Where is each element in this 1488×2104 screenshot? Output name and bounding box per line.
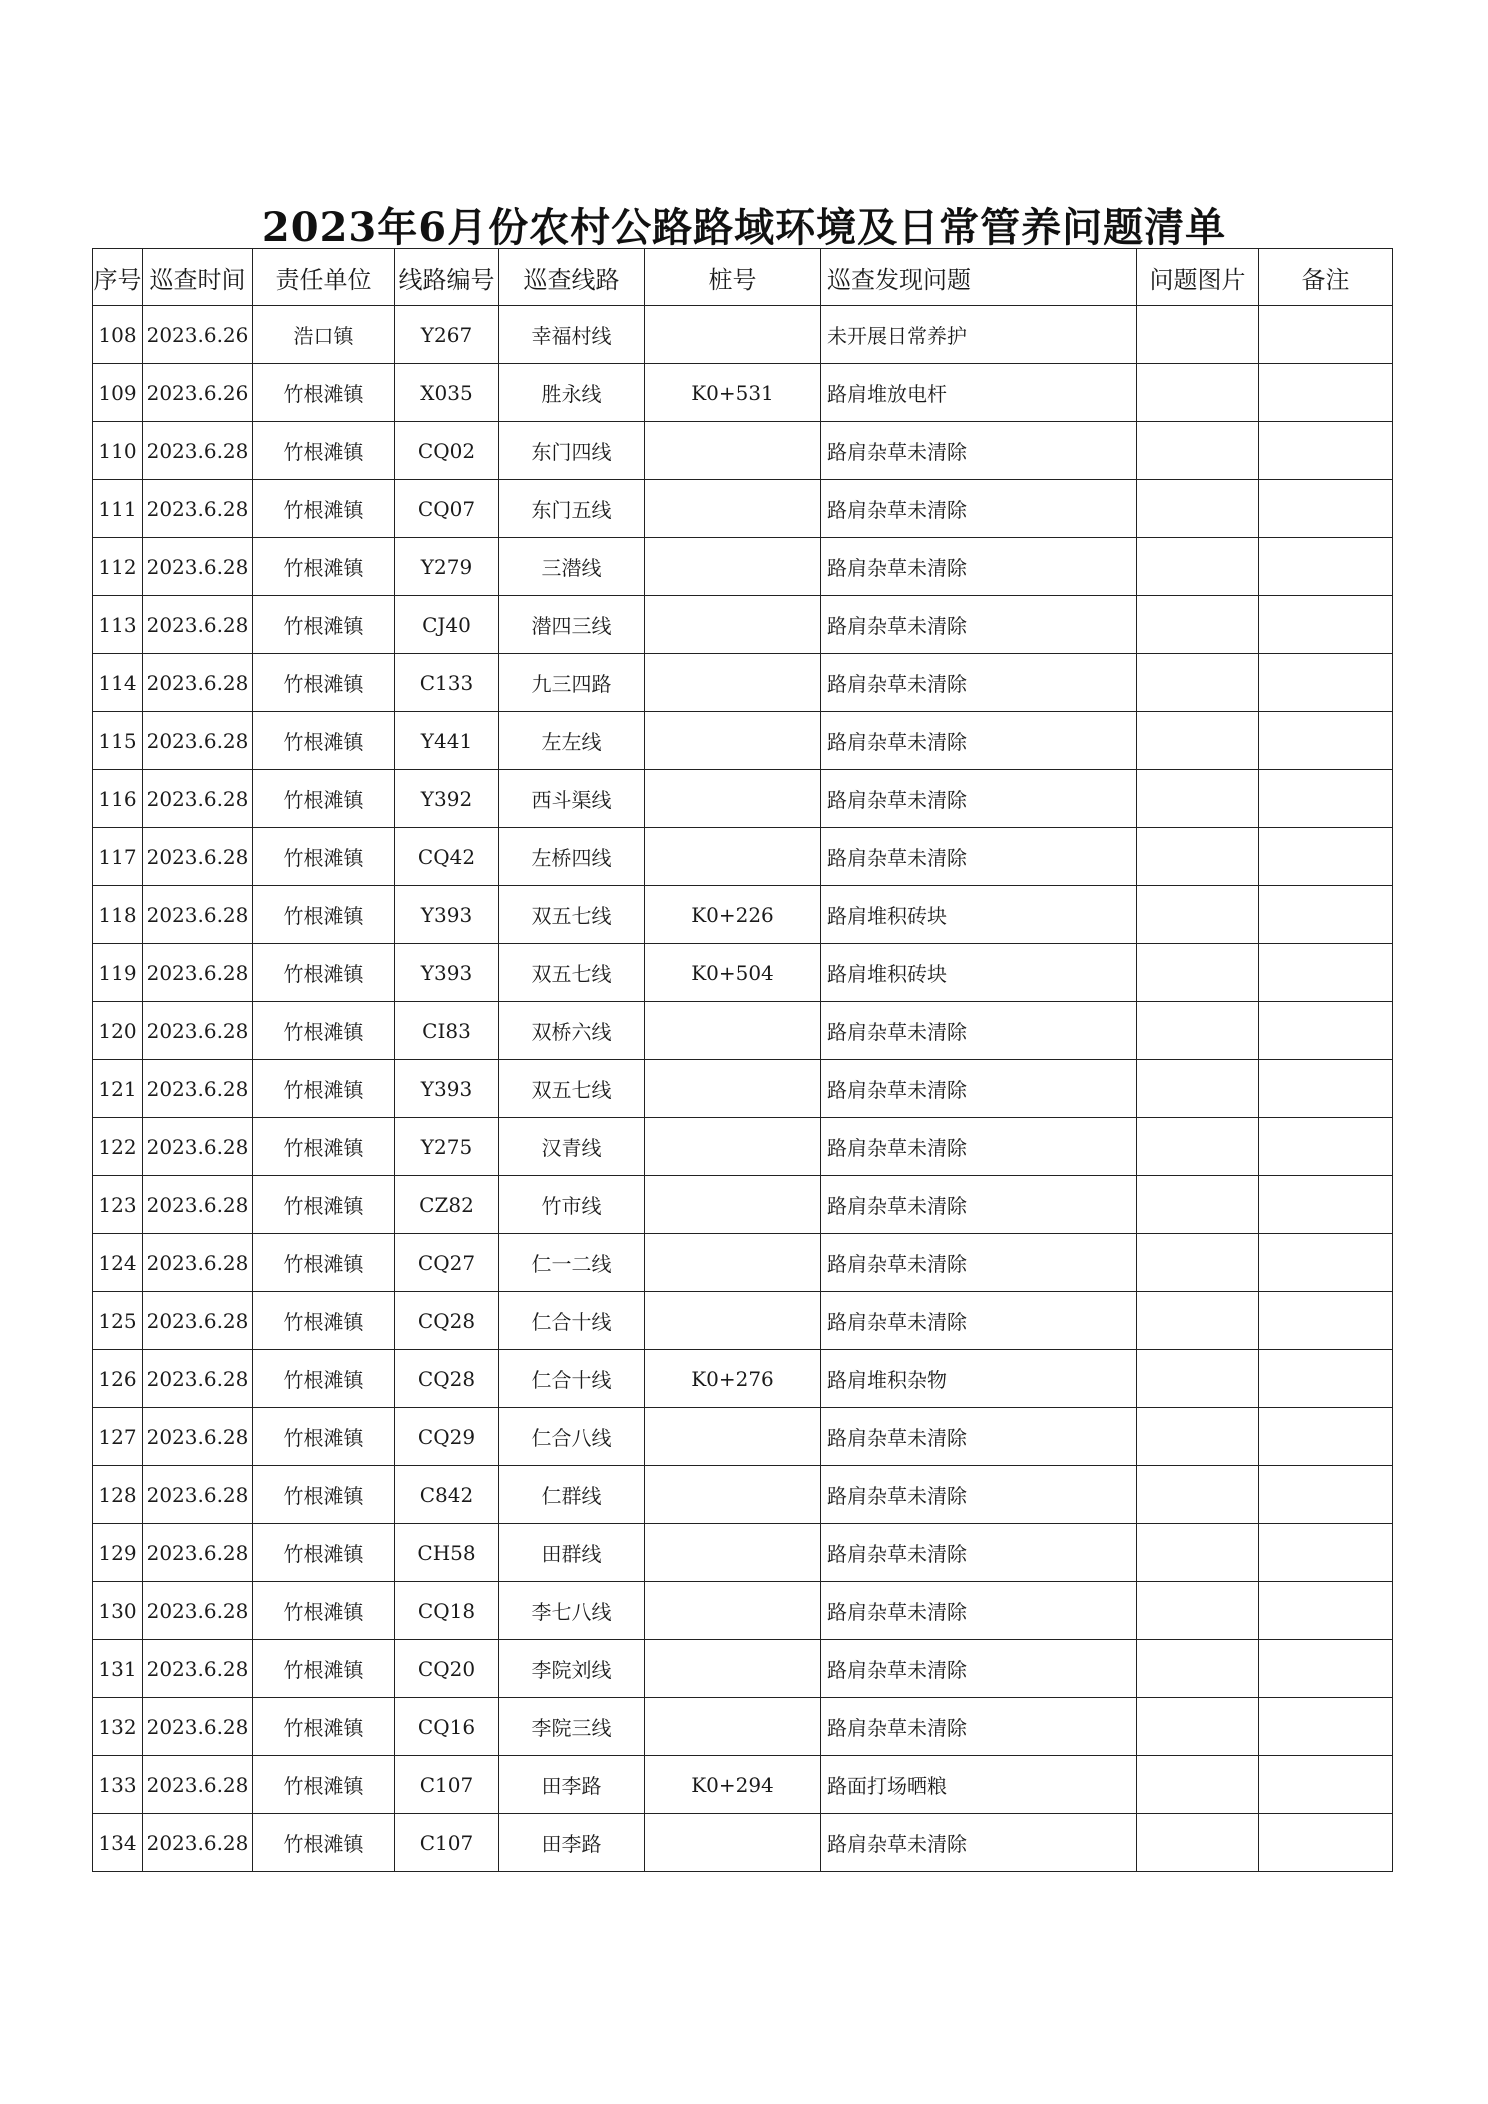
cell-stake: K0+504 <box>645 944 821 1002</box>
cell-route: 东门四线 <box>499 422 645 480</box>
cell-unit: 竹根滩镇 <box>253 1176 395 1234</box>
cell-stake <box>645 538 821 596</box>
cell-issue: 路肩杂草未清除 <box>821 1118 1137 1176</box>
cell-photo <box>1137 1814 1259 1872</box>
cell-unit: 竹根滩镇 <box>253 1582 395 1640</box>
cell-route-code: C107 <box>395 1814 499 1872</box>
cell-stake <box>645 1466 821 1524</box>
cell-note <box>1259 1060 1393 1118</box>
cell-date: 2023.6.28 <box>143 654 253 712</box>
cell-route: 仁群线 <box>499 1466 645 1524</box>
cell-stake <box>645 828 821 886</box>
cell-unit: 竹根滩镇 <box>253 1234 395 1292</box>
cell-route-code: CZ82 <box>395 1176 499 1234</box>
cell-unit: 竹根滩镇 <box>253 770 395 828</box>
cell-date: 2023.6.28 <box>143 1234 253 1292</box>
cell-note <box>1259 480 1393 538</box>
cell-route: 东门五线 <box>499 480 645 538</box>
cell-no: 132 <box>93 1698 143 1756</box>
cell-route-code: Y441 <box>395 712 499 770</box>
cell-note <box>1259 1698 1393 1756</box>
cell-no: 117 <box>93 828 143 886</box>
cell-no: 126 <box>93 1350 143 1408</box>
cell-photo <box>1137 828 1259 886</box>
cell-note <box>1259 596 1393 654</box>
cell-issue: 路肩杂草未清除 <box>821 712 1137 770</box>
cell-stake <box>645 1176 821 1234</box>
cell-no: 129 <box>93 1524 143 1582</box>
cell-date: 2023.6.28 <box>143 1408 253 1466</box>
cell-note <box>1259 828 1393 886</box>
cell-note <box>1259 1002 1393 1060</box>
table-row <box>93 1234 1393 1292</box>
cell-stake <box>645 654 821 712</box>
table-row <box>93 1408 1393 1466</box>
cell-note <box>1259 1756 1393 1814</box>
cell-no: 120 <box>93 1002 143 1060</box>
cell-route: 双五七线 <box>499 944 645 1002</box>
cell-unit: 竹根滩镇 <box>253 480 395 538</box>
cell-unit: 竹根滩镇 <box>253 1350 395 1408</box>
cell-stake: K0+531 <box>645 364 821 422</box>
cell-stake: K0+276 <box>645 1350 821 1408</box>
cell-route-code: CQ29 <box>395 1408 499 1466</box>
cell-photo <box>1137 944 1259 1002</box>
cell-stake <box>645 1234 821 1292</box>
cell-stake: K0+294 <box>645 1756 821 1814</box>
cell-unit: 竹根滩镇 <box>253 712 395 770</box>
cell-no: 125 <box>93 1292 143 1350</box>
cell-date: 2023.6.28 <box>143 1756 253 1814</box>
cell-route-code: CQ18 <box>395 1582 499 1640</box>
cell-route: 田群线 <box>499 1524 645 1582</box>
cell-unit: 竹根滩镇 <box>253 596 395 654</box>
table-row <box>93 1292 1393 1350</box>
cell-note <box>1259 1524 1393 1582</box>
cell-unit: 竹根滩镇 <box>253 1118 395 1176</box>
cell-route-code: Y393 <box>395 944 499 1002</box>
cell-date: 2023.6.28 <box>143 1176 253 1234</box>
cell-route-code: CQ27 <box>395 1234 499 1292</box>
cell-no: 108 <box>93 306 143 364</box>
header-code: 线路编号 <box>395 249 499 306</box>
header-date: 巡查时间 <box>143 249 253 306</box>
cell-date: 2023.6.28 <box>143 538 253 596</box>
cell-note <box>1259 1292 1393 1350</box>
cell-no: 131 <box>93 1640 143 1698</box>
cell-no: 114 <box>93 654 143 712</box>
cell-issue: 路肩杂草未清除 <box>821 1176 1137 1234</box>
cell-date: 2023.6.28 <box>143 1582 253 1640</box>
cell-photo <box>1137 1060 1259 1118</box>
header-photo: 问题图片 <box>1137 249 1259 306</box>
cell-stake <box>645 1002 821 1060</box>
cell-route-code: Y392 <box>395 770 499 828</box>
cell-note <box>1259 538 1393 596</box>
cell-photo <box>1137 1524 1259 1582</box>
cell-issue: 路肩杂草未清除 <box>821 1524 1137 1582</box>
cell-note <box>1259 1466 1393 1524</box>
cell-issue: 路肩堆积砖块 <box>821 944 1137 1002</box>
cell-no: 134 <box>93 1814 143 1872</box>
header-note: 备注 <box>1259 249 1393 306</box>
cell-photo <box>1137 1176 1259 1234</box>
cell-date: 2023.6.28 <box>143 1640 253 1698</box>
cell-date: 2023.6.28 <box>143 944 253 1002</box>
cell-issue: 路肩杂草未清除 <box>821 480 1137 538</box>
page-title: 2023年6月份农村公路路域环境及日常管养问题清单 <box>261 204 1227 251</box>
table-row <box>93 596 1393 654</box>
cell-note <box>1259 422 1393 480</box>
cell-route-code: CI83 <box>395 1002 499 1060</box>
cell-date: 2023.6.28 <box>143 886 253 944</box>
table-row <box>93 770 1393 828</box>
cell-photo <box>1137 770 1259 828</box>
cell-stake <box>645 596 821 654</box>
cell-stake <box>645 480 821 538</box>
cell-route: 左桥四线 <box>499 828 645 886</box>
cell-note <box>1259 1582 1393 1640</box>
cell-photo <box>1137 538 1259 596</box>
cell-photo <box>1137 1292 1259 1350</box>
cell-route: 西斗渠线 <box>499 770 645 828</box>
cell-no: 112 <box>93 538 143 596</box>
cell-route-code: CJ40 <box>395 596 499 654</box>
cell-unit: 竹根滩镇 <box>253 654 395 712</box>
header-route: 巡查线路 <box>499 249 645 306</box>
cell-photo <box>1137 1350 1259 1408</box>
cell-date: 2023.6.28 <box>143 422 253 480</box>
cell-issue: 路肩杂草未清除 <box>821 1060 1137 1118</box>
cell-date: 2023.6.28 <box>143 1060 253 1118</box>
cell-route-code: CQ07 <box>395 480 499 538</box>
cell-unit: 竹根滩镇 <box>253 1408 395 1466</box>
cell-route-code: Y393 <box>395 1060 499 1118</box>
cell-issue: 路肩堆放电杆 <box>821 364 1137 422</box>
cell-route: 田李路 <box>499 1814 645 1872</box>
cell-date: 2023.6.28 <box>143 828 253 886</box>
cell-issue: 路肩杂草未清除 <box>821 828 1137 886</box>
cell-route-code: CQ20 <box>395 1640 499 1698</box>
header-issue: 巡查发现问题 <box>821 249 1137 306</box>
table-row <box>93 1524 1393 1582</box>
cell-photo <box>1137 364 1259 422</box>
cell-route: 田李路 <box>499 1756 645 1814</box>
cell-no: 123 <box>93 1176 143 1234</box>
table-body <box>93 306 1393 1872</box>
cell-note <box>1259 1350 1393 1408</box>
cell-issue: 路肩堆积杂物 <box>821 1350 1137 1408</box>
cell-date: 2023.6.28 <box>143 1524 253 1582</box>
cell-no: 118 <box>93 886 143 944</box>
table-row <box>93 1176 1393 1234</box>
cell-stake <box>645 1292 821 1350</box>
cell-issue: 路肩杂草未清除 <box>821 1466 1137 1524</box>
cell-note <box>1259 1118 1393 1176</box>
cell-route-code: CQ02 <box>395 422 499 480</box>
cell-no: 128 <box>93 1466 143 1524</box>
cell-no: 133 <box>93 1756 143 1814</box>
cell-date: 2023.6.28 <box>143 1350 253 1408</box>
cell-date: 2023.6.28 <box>143 1002 253 1060</box>
cell-note <box>1259 654 1393 712</box>
cell-route-code: Y275 <box>395 1118 499 1176</box>
cell-no: 121 <box>93 1060 143 1118</box>
cell-photo <box>1137 1582 1259 1640</box>
cell-no: 110 <box>93 422 143 480</box>
cell-stake <box>645 1118 821 1176</box>
cell-issue: 路肩杂草未清除 <box>821 1234 1137 1292</box>
table-row <box>93 1698 1393 1756</box>
cell-note <box>1259 306 1393 364</box>
cell-photo <box>1137 712 1259 770</box>
cell-route: 汉青线 <box>499 1118 645 1176</box>
table-row <box>93 1466 1393 1524</box>
cell-route: 竹市线 <box>499 1176 645 1234</box>
cell-route: 胜永线 <box>499 364 645 422</box>
cell-route-code: Y267 <box>395 306 499 364</box>
table-row <box>93 886 1393 944</box>
cell-issue: 路肩杂草未清除 <box>821 1408 1137 1466</box>
cell-unit: 竹根滩镇 <box>253 1640 395 1698</box>
cell-unit: 竹根滩镇 <box>253 1002 395 1060</box>
table-row <box>93 538 1393 596</box>
cell-stake <box>645 422 821 480</box>
cell-stake <box>645 1582 821 1640</box>
cell-stake <box>645 306 821 364</box>
table-row <box>93 1640 1393 1698</box>
table-row <box>93 1350 1393 1408</box>
cell-stake <box>645 1060 821 1118</box>
cell-photo <box>1137 1118 1259 1176</box>
cell-route: 双五七线 <box>499 886 645 944</box>
cell-route-code: C107 <box>395 1756 499 1814</box>
cell-photo <box>1137 1640 1259 1698</box>
cell-unit: 竹根滩镇 <box>253 886 395 944</box>
cell-note <box>1259 944 1393 1002</box>
cell-unit: 竹根滩镇 <box>253 1524 395 1582</box>
table-row <box>93 1002 1393 1060</box>
cell-note <box>1259 886 1393 944</box>
cell-date: 2023.6.26 <box>143 306 253 364</box>
table-row <box>93 712 1393 770</box>
cell-photo <box>1137 1234 1259 1292</box>
table-row <box>93 1582 1393 1640</box>
cell-no: 116 <box>93 770 143 828</box>
cell-route: 仁一二线 <box>499 1234 645 1292</box>
table-row <box>93 1060 1393 1118</box>
cell-photo <box>1137 1698 1259 1756</box>
cell-route-code: C133 <box>395 654 499 712</box>
cell-issue: 路肩杂草未清除 <box>821 770 1137 828</box>
cell-issue: 路肩杂草未清除 <box>821 422 1137 480</box>
cell-stake <box>645 770 821 828</box>
cell-route-code: CQ28 <box>395 1292 499 1350</box>
cell-photo <box>1137 480 1259 538</box>
cell-date: 2023.6.28 <box>143 1814 253 1872</box>
cell-route: 潜四三线 <box>499 596 645 654</box>
cell-no: 109 <box>93 364 143 422</box>
cell-route: 幸福村线 <box>499 306 645 364</box>
cell-stake: K0+226 <box>645 886 821 944</box>
cell-no: 113 <box>93 596 143 654</box>
cell-route-code: Y393 <box>395 886 499 944</box>
cell-route: 三潜线 <box>499 538 645 596</box>
cell-date: 2023.6.28 <box>143 1698 253 1756</box>
cell-date: 2023.6.28 <box>143 770 253 828</box>
cell-issue: 路肩杂草未清除 <box>821 1814 1137 1872</box>
cell-issue: 路肩杂草未清除 <box>821 1002 1137 1060</box>
table-row <box>93 1814 1393 1872</box>
table-row <box>93 364 1393 422</box>
cell-unit: 竹根滩镇 <box>253 828 395 886</box>
issue-table <box>92 248 1393 1872</box>
cell-photo <box>1137 306 1259 364</box>
cell-stake <box>645 1698 821 1756</box>
cell-unit: 竹根滩镇 <box>253 364 395 422</box>
cell-stake <box>645 712 821 770</box>
cell-unit: 竹根滩镇 <box>253 944 395 1002</box>
table-row <box>93 1118 1393 1176</box>
cell-unit: 竹根滩镇 <box>253 1060 395 1118</box>
cell-route-code: CH58 <box>395 1524 499 1582</box>
cell-route: 仁合十线 <box>499 1292 645 1350</box>
cell-no: 127 <box>93 1408 143 1466</box>
table-row <box>93 828 1393 886</box>
cell-issue: 未开展日常养护 <box>821 306 1137 364</box>
cell-note <box>1259 1176 1393 1234</box>
cell-no: 122 <box>93 1118 143 1176</box>
table-row <box>93 1756 1393 1814</box>
cell-stake <box>645 1814 821 1872</box>
header-no: 序号 <box>93 249 143 306</box>
cell-photo <box>1137 596 1259 654</box>
cell-route: 双五七线 <box>499 1060 645 1118</box>
cell-unit: 竹根滩镇 <box>253 1698 395 1756</box>
cell-photo <box>1137 1466 1259 1524</box>
cell-route: 双桥六线 <box>499 1002 645 1060</box>
cell-stake <box>645 1524 821 1582</box>
cell-route: 仁合八线 <box>499 1408 645 1466</box>
cell-note <box>1259 1234 1393 1292</box>
table-row <box>93 480 1393 538</box>
cell-route: 左左线 <box>499 712 645 770</box>
cell-issue: 路肩堆积砖块 <box>821 886 1137 944</box>
cell-route: 李七八线 <box>499 1582 645 1640</box>
cell-photo <box>1137 1002 1259 1060</box>
cell-no: 130 <box>93 1582 143 1640</box>
cell-date: 2023.6.28 <box>143 596 253 654</box>
header-stake: 桩号 <box>645 249 821 306</box>
cell-issue: 路肩杂草未清除 <box>821 538 1137 596</box>
cell-route-code: Y279 <box>395 538 499 596</box>
cell-note <box>1259 1640 1393 1698</box>
cell-route: 九三四路 <box>499 654 645 712</box>
table-header-row <box>93 249 1393 306</box>
cell-route-code: CQ42 <box>395 828 499 886</box>
cell-unit: 竹根滩镇 <box>253 1292 395 1350</box>
cell-unit: 竹根滩镇 <box>253 1756 395 1814</box>
cell-photo <box>1137 1756 1259 1814</box>
cell-unit: 竹根滩镇 <box>253 422 395 480</box>
cell-route: 李院三线 <box>499 1698 645 1756</box>
cell-issue: 路肩杂草未清除 <box>821 654 1137 712</box>
cell-date: 2023.6.28 <box>143 480 253 538</box>
cell-no: 124 <box>93 1234 143 1292</box>
table-row <box>93 422 1393 480</box>
cell-no: 115 <box>93 712 143 770</box>
cell-no: 111 <box>93 480 143 538</box>
cell-date: 2023.6.28 <box>143 1466 253 1524</box>
cell-date: 2023.6.26 <box>143 364 253 422</box>
cell-note <box>1259 1408 1393 1466</box>
table-row <box>93 944 1393 1002</box>
cell-route-code: C842 <box>395 1466 499 1524</box>
cell-note <box>1259 770 1393 828</box>
cell-issue: 路肩杂草未清除 <box>821 1698 1137 1756</box>
table-row <box>93 306 1393 364</box>
cell-unit: 竹根滩镇 <box>253 538 395 596</box>
cell-unit: 竹根滩镇 <box>253 1814 395 1872</box>
cell-issue: 路面打场晒粮 <box>821 1756 1137 1814</box>
cell-note <box>1259 364 1393 422</box>
cell-route: 李院刘线 <box>499 1640 645 1698</box>
cell-stake <box>645 1640 821 1698</box>
cell-issue: 路肩杂草未清除 <box>821 1292 1137 1350</box>
cell-date: 2023.6.28 <box>143 712 253 770</box>
cell-photo <box>1137 422 1259 480</box>
cell-issue: 路肩杂草未清除 <box>821 1640 1137 1698</box>
cell-note <box>1259 712 1393 770</box>
cell-date: 2023.6.28 <box>143 1292 253 1350</box>
cell-photo <box>1137 1408 1259 1466</box>
cell-issue: 路肩杂草未清除 <box>821 1582 1137 1640</box>
cell-issue: 路肩杂草未清除 <box>821 596 1137 654</box>
cell-photo <box>1137 886 1259 944</box>
cell-unit: 浩口镇 <box>253 306 395 364</box>
cell-date: 2023.6.28 <box>143 1118 253 1176</box>
cell-route-code: CQ16 <box>395 1698 499 1756</box>
cell-route-code: X035 <box>395 364 499 422</box>
cell-stake <box>645 1408 821 1466</box>
cell-photo <box>1137 654 1259 712</box>
cell-route-code: CQ28 <box>395 1350 499 1408</box>
cell-note <box>1259 1814 1393 1872</box>
header-unit: 责任单位 <box>253 249 395 306</box>
cell-no: 119 <box>93 944 143 1002</box>
cell-unit: 竹根滩镇 <box>253 1466 395 1524</box>
cell-route: 仁合十线 <box>499 1350 645 1408</box>
table-row <box>93 654 1393 712</box>
